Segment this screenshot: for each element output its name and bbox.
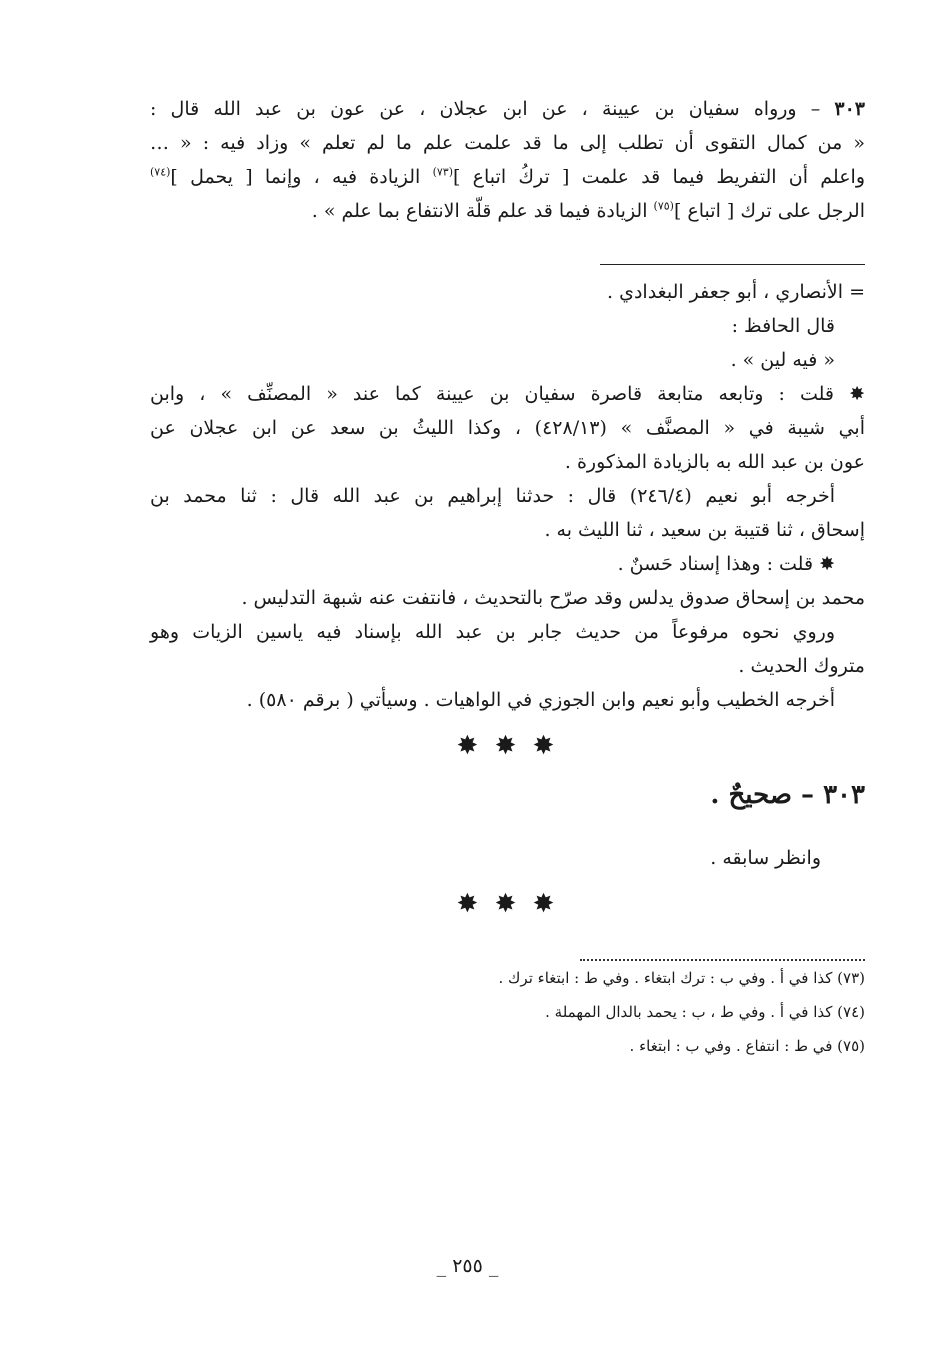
notes-line5: أبي شيبة في « المصنَّف » (٤٢٨/١٣) ، وكذا الليثُ بن سعد عن ابن عجلان عن <box>150 417 865 439</box>
notes-line7: أخرجه أبو نعيم (٢٤٦/٤) قال : حدثنا إبراهيم بن عبد الله قال : ثنا محمد بن <box>150 485 836 507</box>
section-heading: ٣٠٣ – صحيحٌ . <box>710 780 865 810</box>
page-body <box>150 92 865 1063</box>
notes-line10: محمد بن إسحاق صدوق يدلس وقد صرّح بالتحديث ، فانتفت عنه شبهة التدليس . <box>241 587 865 609</box>
notes-line2: قال الحافظ : <box>731 315 835 337</box>
hadith-number: ٣٠٣ <box>834 98 865 120</box>
footnote-74: (٧٤) كذا في أ . وفي ط ، ب : يحمد بالدال المهملة . <box>545 1003 865 1021</box>
footnote-73: (٧٣) كذا في أ . وفي ب : ترك ابتغاء . وفي ط : ابتغاء ترك . <box>498 969 865 987</box>
footnote-ref-75: (٧٥) <box>653 199 674 213</box>
notes-line3: « فيه لين » . <box>730 349 835 371</box>
paragraph-303-line4: الرجل على ترك [ اتباع ]$^{(٧٥)}$ الزيادة فيما قد علم قلّة الانتفاع بما علم » . <box>311 199 865 222</box>
notes-line13: أخرجه الخطيب وأبو نعيم وابن الجوزي في الواهيات . وسيأتي ( برقم ٥٨٠) . <box>246 689 835 711</box>
notes-line8: إسحاق ، ثنا قتيبة بن سعيد ، ثنا الليث به . <box>544 519 865 541</box>
section-divider-stars: ✸ ✸ ✸ <box>456 731 559 761</box>
footnote-75: (٧٥) في ط : انتفاع . وفي ب : ابتغاء . <box>629 1037 865 1055</box>
footnote-ref-73: (٧٣) <box>432 165 454 179</box>
notes-line4: ✸ قلت : وتابعه متابعة قاصرة سفيان بن عيينة كما عند « المصنِّف » ، وابن <box>150 383 865 405</box>
separator-rule <box>600 264 865 265</box>
notes-line12: متروك الحديث . <box>738 655 865 677</box>
footnote-ref-74: (٧٤) <box>150 165 171 179</box>
paragraph-303-line1: ٣٠٣ – ورواه سفيان بن عيينة ، عن ابن عجلان ، عن عون بن عبد الله قال : <box>150 98 865 120</box>
section-divider-stars-2: ✸ ✸ ✸ <box>456 889 559 919</box>
paragraph-303-line2: « من كمال التقوى أن تطلب إلى ما قد علمت علم ما لم تعلم » وزاد فيه : « … <box>150 132 865 154</box>
notes-line1: = الأنصاري ، أبو جعفر البغدادي . <box>607 281 865 303</box>
paragraph-303-line3: واعلم أن التفريط فيما قد علمت [ تركُ اتباع ]$^{(٧٣)}$ الزيادة فيه ، وإنما [ يحمل ]$^{(٧٤)}$ <box>150 165 865 188</box>
notes-line6: عون بن عبد الله به بالزيادة المذكورة . <box>564 451 865 473</box>
notes-line11: وروي نحوه مرفوعاً من حديث جابر بن عبد الله بإسناد فيه ياسين الزيات وهو <box>150 621 835 643</box>
page-number: _ ٢٥٥ _ <box>436 1255 499 1277</box>
section-text: وانظر سابقه . <box>710 847 821 869</box>
notes-line9: ✸ قلت : وهذا إسناد حَسنٌ . <box>617 553 835 575</box>
